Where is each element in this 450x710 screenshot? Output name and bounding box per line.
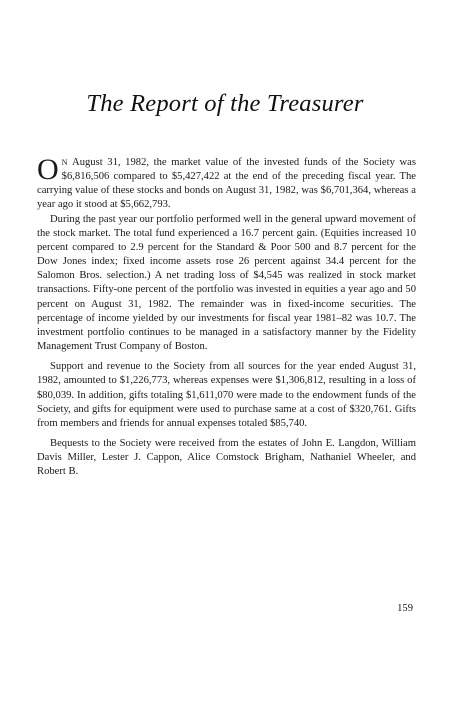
paragraph-1 — [37, 153, 416, 213]
drop-cap: O — [37, 153, 59, 186]
report-body — [37, 153, 416, 479]
paragraph-3: Support and revenue to the Society from all sources for the year ended August 31, 1982, amounted to $1,226,773, whereas expenses were $1,306,812, resulting in a loss of $80,039. In addition, gifts totaling $1,611,070 were made to the endowment funds of the Society, and gifts for equipment were used to purchase same at a cost of $320,761. Gifts from members and friends for annual expenses totaled $85,740. — [37, 361, 416, 429]
paragraph-2: During the past year our portfolio performed well in the general upward movement of the stock market. The total fund experienced a 16.7 percent gain. (Equities increased 10 percent compared to 2.9 percent for the Standard & Poor 500 and 8.7 percent for the Dow Jones index; fixed income assets rose 26 percent against 34.4 percent for the Salomon Bros. selection.) A net trading loss of $4,545 was realized in stock market transactions. Fifty-one percent of the portfolio was invested in equities a year ago and 50 percent on August 31, 1982. The remainder was in fixed-income securities. The percentage of income yielded by our investments for fiscal year 1981–82 was 10.7. The investment portfolio continues to be managed in a satisfactory manner by the Fidelity Management Trust Company of Boston. — [37, 213, 416, 353]
page-title: The Report of the Treasurer — [86, 90, 364, 117]
page-number: 159 — [397, 603, 413, 614]
paragraph-4: Bequests to the Society were received from the estates of John E. Langdon, William Davis Miller, Lester J. Cappon, Alice Comstock Brigham, Nathaniel Wheeler, and Robert B. — [37, 437, 416, 478]
small-cap-letter: N — [61, 158, 68, 167]
paragraph-1-text: August 31, 1982, the market value of the invested funds of the Society was $6,816,506 compared to $5,427,422 at the end of the preceding fiscal year. The carrying value of these stocks and bonds on August 31, 1982, was $6,701,364, whereas a year ago it stood at $5,662,793. — [37, 157, 416, 211]
